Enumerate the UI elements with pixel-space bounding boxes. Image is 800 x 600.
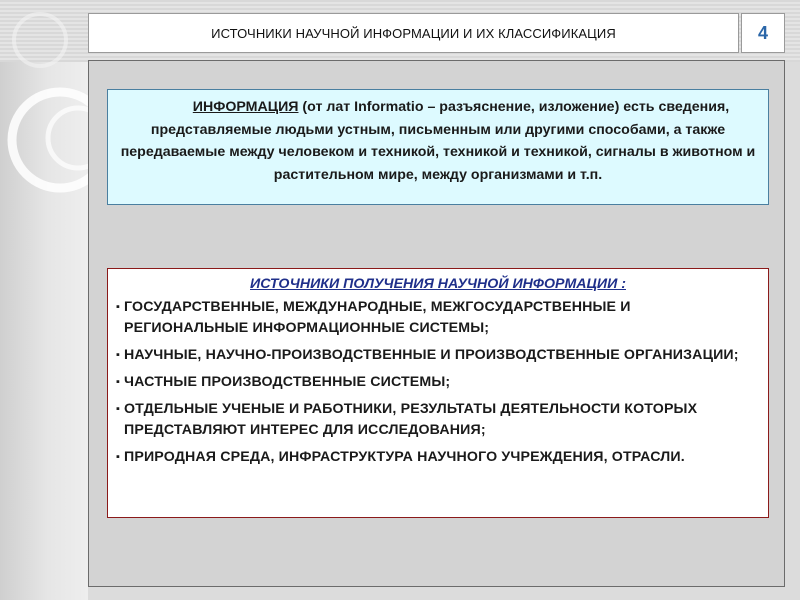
slide-number: 4 [741, 13, 785, 53]
bullet-icon: ▪ [116, 301, 121, 313]
list-item [118, 372, 758, 393]
list-item [118, 447, 758, 468]
definition-term: ИНФОРМАЦИЯ [192, 99, 299, 115]
list-item-text: ОТДЕЛЬНЫЕ УЧЕНЫЕ И РАБОТНИКИ, РЕЗУЛЬТАТЫ ДЕЯТЕЛЬНОСТИ КОТОРЫХ ПРЕДСТАВЛЯЮТ ИНТЕРЕС ДЛЯ ИССЛЕДОВАНИЯ; [124, 401, 698, 438]
list-item [118, 345, 758, 366]
list-item-text: ЧАСТНЫЕ ПРОИЗВОДСТВЕННЫЕ СИСТЕМЫ; [124, 374, 451, 390]
sources-box [107, 268, 769, 518]
definition-box [107, 89, 769, 205]
list-item-text: НАУЧНЫЕ, НАУЧНО-ПРОИЗВОДСТВЕННЫЕ И ПРОИЗВОДСТВЕННЫЕ ОРГАНИЗАЦИИ; [124, 347, 739, 363]
list-item-text: ПРИРОДНАЯ СРЕДА, ИНФРАСТРУКТУРА НАУЧНОГО УЧРЕЖДЕНИЯ, ОТРАСЛИ. [124, 449, 685, 465]
slide-title: ИСТОЧНИКИ НАУЧНОЙ ИНФОРМАЦИИ И ИХ КЛАССИФИКАЦИЯ [88, 13, 739, 53]
definition-text: сведения, представляемые людьми устным, письменным или другими способами, а также передаваемые между человеком и техникой, техникой и техникой, сигналы в животном и растительном мире, между организмами и т.п. [120, 99, 756, 183]
sources-list [118, 297, 758, 468]
list-item [118, 297, 758, 339]
definition-text-line1: (от лат Informatio – разъяснение, изложение) есть [298, 99, 655, 115]
list-item [118, 399, 758, 441]
list-item-text: ГОСУДАРСТВЕННЫЕ, МЕЖДУНАРОДНЫЕ, МЕЖГОСУДАРСТВЕННЫЕ И РЕГИОНАЛЬНЫЕ ИНФОРМАЦИОННЫЕ СИСТЕМЫ; [124, 299, 631, 336]
bullet-icon: ▪ [116, 349, 121, 361]
bullet-icon: ▪ [116, 403, 121, 415]
bullet-icon: ▪ [116, 451, 121, 463]
sources-heading: ИСТОЧНИКИ ПОЛУЧЕНИЯ НАУЧНОЙ ИНФОРМАЦИИ : [250, 276, 626, 292]
bullet-icon: ▪ [116, 376, 121, 388]
